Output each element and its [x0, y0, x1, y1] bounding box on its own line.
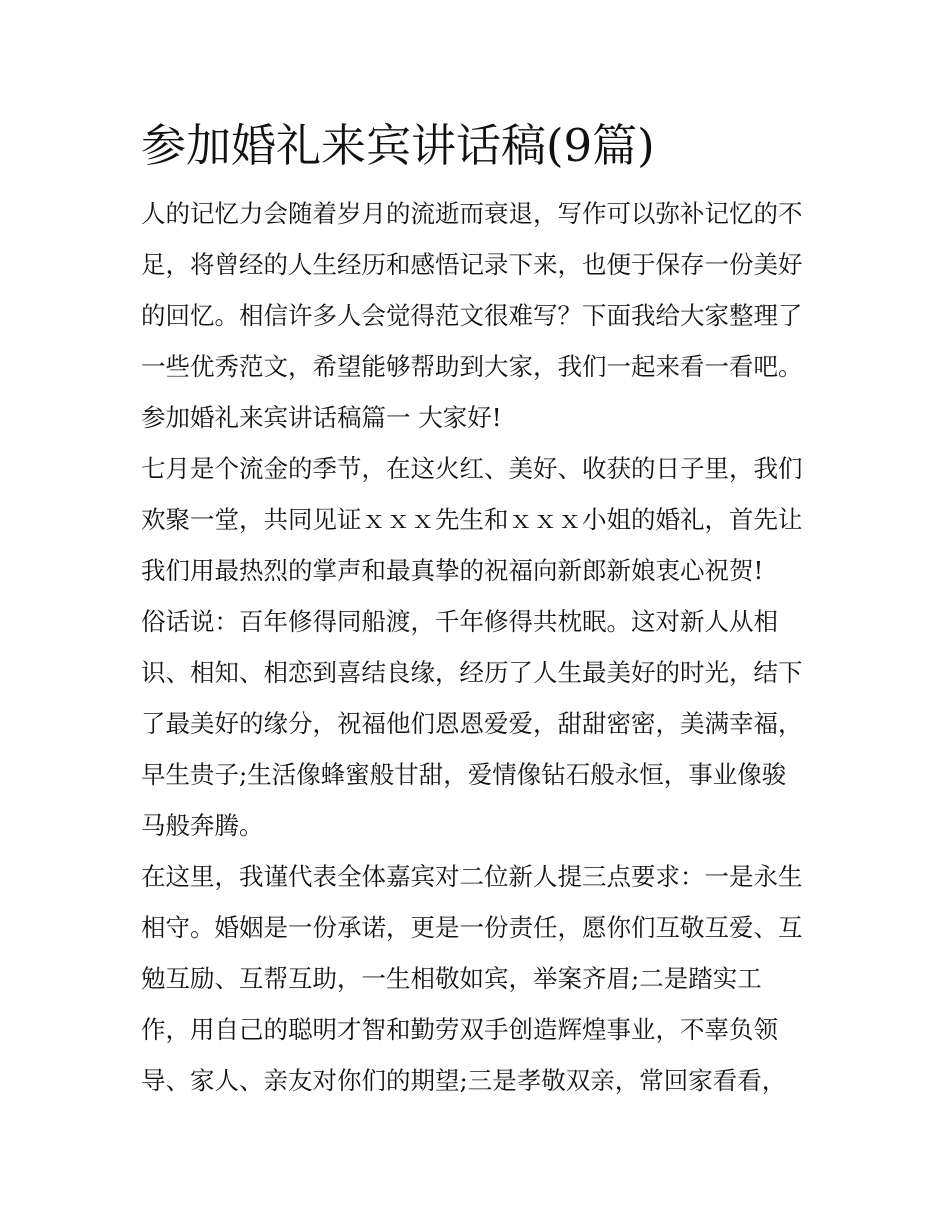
- paragraph-opening: [141, 443, 813, 596]
- text-line: 七月是个流金的季节，在这火红、美好、收获的日子里，我们: [141, 454, 803, 483]
- section-heading: [141, 392, 813, 443]
- text-line: 参加婚礼来宾讲话稿篇一 大家好!: [141, 403, 502, 432]
- text-line: 人的记忆力会随着岁月的流逝而衰退，写作可以弥补记忆的不: [141, 199, 803, 228]
- text-line: 勉互励、互帮互助，一生相敬如宾，举案齐眉;二是踏实工: [141, 964, 762, 993]
- text-line: 相守。婚姻是一份承诺，更是一份责任，愿你们互敬互爱、互: [141, 913, 803, 942]
- text-line: 俗话说：百年修得同船渡，千年修得共枕眠。这对新人从相: [141, 607, 778, 636]
- text-line: 我们用最热烈的掌声和最真挚的祝福向新郎新娘衷心祝贺!: [141, 556, 764, 585]
- document-page: [141, 110, 813, 1106]
- paragraph-intro: [141, 188, 813, 392]
- text-line: 了最美好的缘分，祝福他们恩恩爱爱，甜甜密密，美满幸福，: [141, 709, 803, 738]
- paragraph-blessing: [141, 596, 813, 851]
- text-line: 早生贵子;生活像蜂蜜般甘甜，爱情像钻石般永恒，事业像骏: [141, 760, 787, 789]
- text-line: 导、家人、亲友对你们的期望;三是孝敬双亲，常回家看看，: [141, 1066, 787, 1095]
- text-line: 足，将曾经的人生经历和感悟记录下来，也便于保存一份美好: [141, 250, 803, 279]
- text-line: 的回忆。相信许多人会觉得范文很难写？下面我给大家整理了: [141, 301, 803, 330]
- paragraph-requests: [141, 851, 813, 1106]
- text-line: 马般奔腾。: [141, 811, 264, 840]
- text-line: 作，用自己的聪明才智和勤劳双手创造辉煌事业，不辜负领: [141, 1015, 778, 1044]
- text-line: 在这里，我谨代表全体嘉宾对二位新人提三点要求：一是永生: [141, 862, 803, 891]
- document-title: 参加婚礼来宾讲话稿(9篇): [141, 119, 655, 172]
- text-line: 识、相知、相恋到喜结良缘，经历了人生最美好的时光，结下: [141, 658, 803, 687]
- text-line: 欢聚一堂，共同见证ｘｘｘ先生和ｘｘｘ小姐的婚礼，首先让: [141, 505, 803, 534]
- text-line: 一些优秀范文，希望能够帮助到大家，我们一起来看一看吧。: [141, 352, 803, 381]
